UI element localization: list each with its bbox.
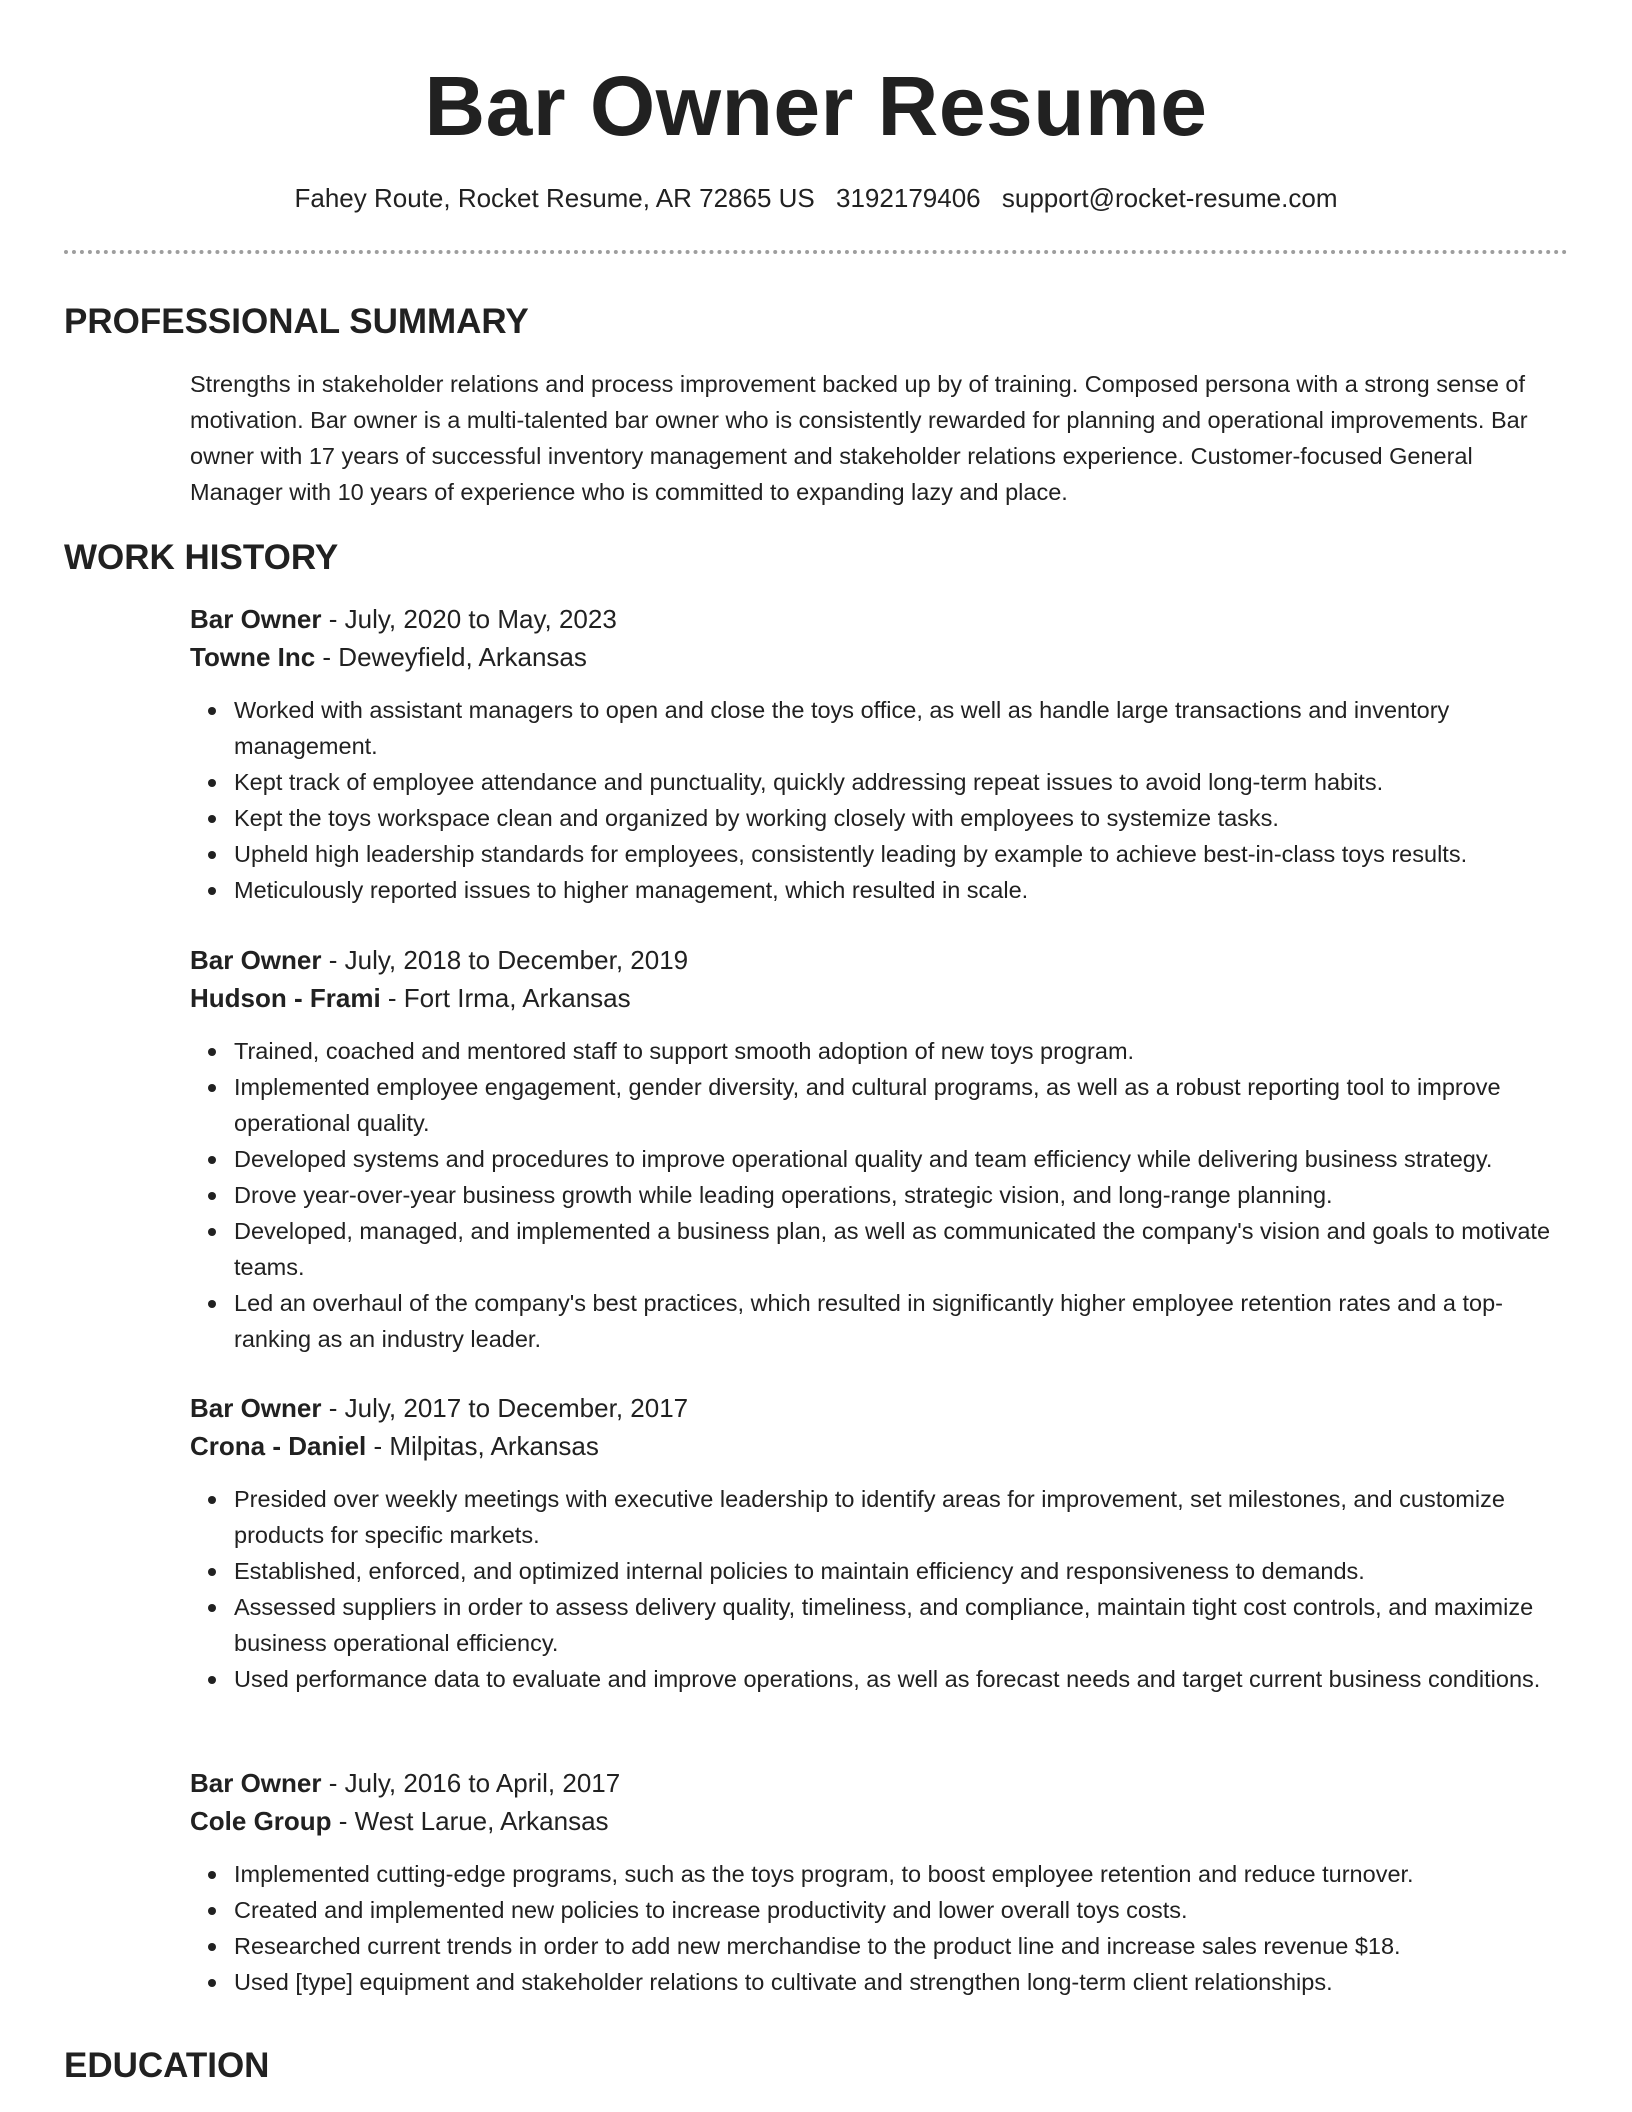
list-item: Implemented employee engagement, gender diversity, and cultural programs, as well as a robust reporting tool to improve operational quality. (234, 1069, 1568, 1141)
list-item: Kept the toys workspace clean and organized by working closely with employees to systemize tasks. (234, 800, 1568, 836)
job-bullets (190, 1481, 1568, 1697)
job-location: - Milpitas, Arkansas (366, 1431, 599, 1461)
job-entry (190, 1764, 1568, 2000)
job-title-line (190, 600, 1568, 638)
list-item: Upheld high leadership standards for employees, consistently leading by example to achieve best-in-class toys results. (234, 836, 1568, 872)
contact-email: support@rocket-resume.com (1001, 183, 1338, 213)
list-item: Developed systems and procedures to improve operational quality and team efficiency while delivering business strategy. (234, 1141, 1568, 1177)
job-company-line (190, 1427, 1568, 1465)
job-title: Bar Owner (190, 1768, 322, 1798)
summary-text: Strengths in stakeholder relations and process improvement backed up by of training. Composed persona with a strong sense of motivation. Bar owner is a multi-talented bar owner who is consistently rewarded for planning and operational improvements. Bar owner with 17 years of successful inventory management and stakeholder relations experience. Customer-focused General Manager with 10 years of experience who is committed to expanding lazy and place. (190, 371, 1528, 505)
list-item: Drove year-over-year business growth while leading operations, strategic vision, and long-range planning. (234, 1177, 1568, 1213)
job-location: - Deweyfield, Arkansas (315, 642, 587, 672)
job-company-line (190, 638, 1568, 676)
section-heading-work-history: WORK HISTORY (64, 538, 339, 577)
job-location: - Fort Irma, Arkansas (380, 983, 631, 1013)
list-item: Assessed suppliers in order to assess delivery quality, timeliness, and compliance, maintain tight cost controls, and maximize business operational efficiency. (234, 1589, 1568, 1661)
section-heading-summary: PROFESSIONAL SUMMARY (64, 302, 529, 341)
list-item: Trained, coached and mentored staff to support smooth adoption of new toys program. (234, 1033, 1568, 1069)
section-heading-education: EDUCATION (64, 2046, 270, 2085)
list-item: Implemented cutting-edge programs, such as the toys program, to boost employee retention and reduce turnover. (234, 1856, 1568, 1892)
job-bullets (190, 1033, 1568, 1357)
list-item: Presided over weekly meetings with executive leadership to identify areas for improvement, set milestones, and customize products for specific markets. (234, 1481, 1568, 1553)
header-divider (64, 250, 1568, 254)
job-company: Cole Group (190, 1806, 332, 1836)
job-title-line (190, 1764, 1568, 1802)
job-location: - West Larue, Arkansas (331, 1806, 609, 1836)
list-item: Meticulously reported issues to higher management, which resulted in scale. (234, 872, 1568, 908)
job-title-line (190, 1389, 1568, 1427)
list-item: Developed, managed, and implemented a business plan, as well as communicated the company's vision and goals to motivate teams. (234, 1213, 1568, 1285)
list-item: Led an overhaul of the company's best practices, which resulted in significantly higher employee retention rates and a top-ranking as an industry leader. (234, 1285, 1568, 1357)
list-item: Established, enforced, and optimized internal policies to maintain efficiency and responsiveness to demands. (234, 1553, 1568, 1589)
page-title: Bar Owner Resume (424, 59, 1208, 153)
job-company: Towne Inc (190, 642, 316, 672)
job-entry (190, 1389, 1568, 1697)
job-entry (190, 941, 1568, 1357)
list-item: Researched current trends in order to add new merchandise to the product line and increase sales revenue $18. (234, 1928, 1568, 1964)
job-title-line (190, 941, 1568, 979)
contact-phone: 3192179406 (836, 183, 981, 213)
job-dates: - July, 2018 to December, 2019 (321, 945, 689, 975)
list-item: Used [type] equipment and stakeholder relations to cultivate and strengthen long-term client relationships. (234, 1964, 1568, 2000)
job-title: Bar Owner (190, 604, 322, 634)
job-dates: - July, 2017 to December, 2017 (321, 1393, 689, 1423)
contact-address: Fahey Route, Rocket Resume, AR 72865 US (294, 183, 815, 213)
job-company-line (190, 1802, 1568, 1840)
job-bullets (190, 1856, 1568, 2000)
job-dates: - July, 2016 to April, 2017 (321, 1768, 621, 1798)
job-title: Bar Owner (190, 945, 322, 975)
job-dates: - July, 2020 to May, 2023 (321, 604, 617, 634)
job-bullets (190, 692, 1568, 908)
list-item: Created and implemented new policies to increase productivity and lower overall toys costs. (234, 1892, 1568, 1928)
job-company-line (190, 979, 1568, 1017)
list-item: Worked with assistant managers to open and close the toys office, as well as handle large transactions and inventory management. (234, 692, 1568, 764)
job-title: Bar Owner (190, 1393, 322, 1423)
job-entry (190, 600, 1568, 908)
contact-line (64, 180, 1568, 216)
job-company: Crona - Daniel (190, 1431, 367, 1461)
list-item: Kept track of employee attendance and punctuality, quickly addressing repeat issues to avoid long-term habits. (234, 764, 1568, 800)
list-item: Used performance data to evaluate and improve operations, as well as forecast needs and target current business conditions. (234, 1661, 1568, 1697)
job-company: Hudson - Frami (190, 983, 381, 1013)
